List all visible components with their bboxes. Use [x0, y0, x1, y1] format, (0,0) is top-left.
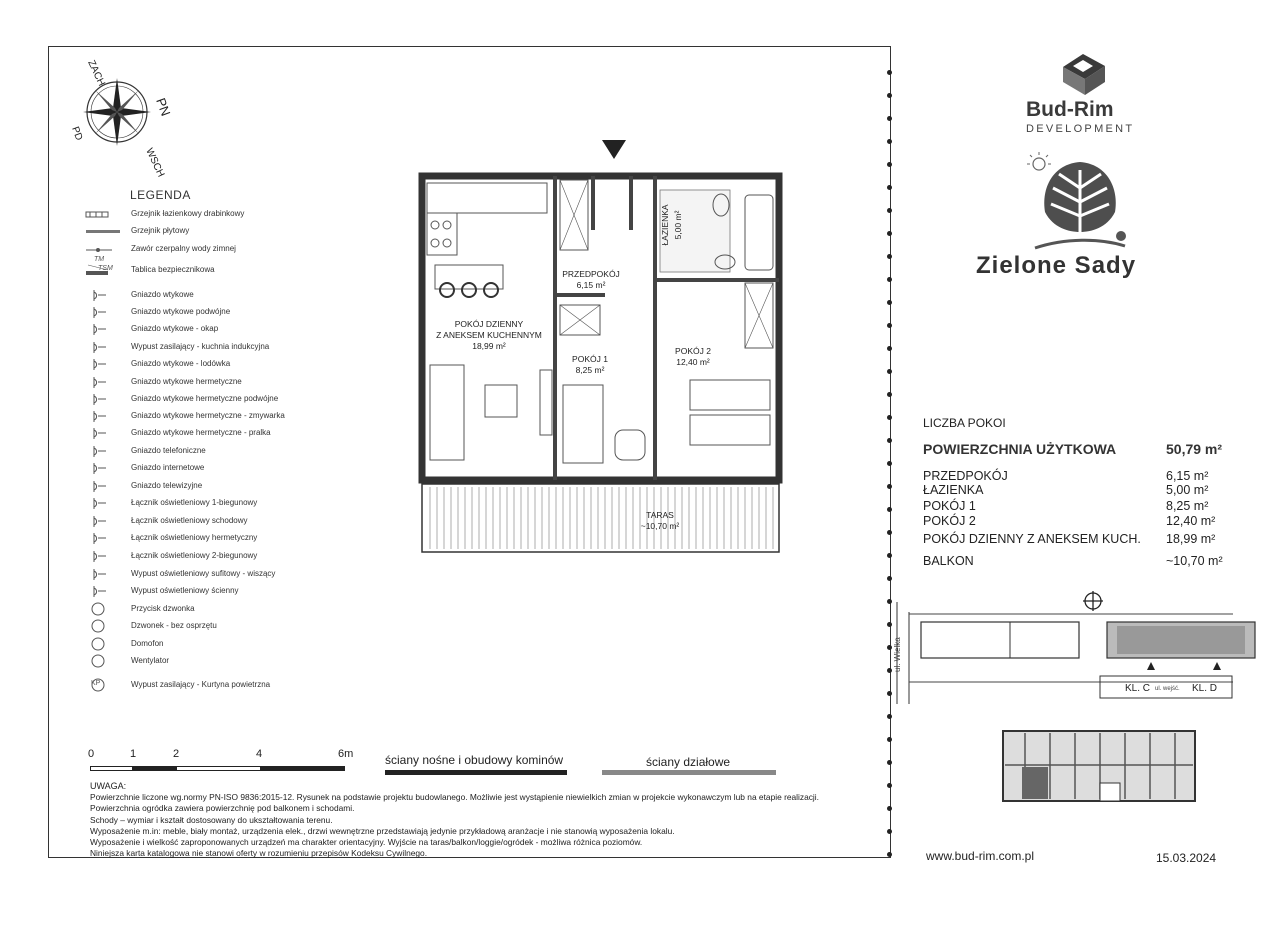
terrace: [422, 484, 779, 552]
room-area-label: ŁAZIENKA: [923, 483, 984, 497]
legend-symbol-icon: [84, 391, 124, 408]
rooms-count-label: LICZBA POKOI: [923, 416, 1006, 430]
legend-item-label: Wypust zasilający - Kurtyna powietrzna: [131, 680, 271, 689]
legend-symbol-icon: [84, 495, 124, 512]
binding-dot: [887, 668, 892, 673]
legend-item: [84, 677, 384, 694]
legend-kp-label: KP: [91, 680, 101, 687]
legend-item: [84, 495, 384, 512]
room-area-value: 12,40 m²: [1166, 514, 1216, 528]
compass-west: ZACH: [85, 58, 107, 88]
legend-item-label: Gniazdo wtykowe - lodówka: [131, 359, 231, 368]
legend-item: [84, 653, 384, 670]
wall-legend-load-bearing-line: [385, 770, 567, 775]
legend-item-label: Dzwonek - bez osprzętu: [131, 621, 217, 630]
legend-item: [84, 287, 384, 304]
binding-dot: [887, 93, 892, 98]
legend-item-label: Przycisk dzwonka: [131, 604, 195, 613]
room-area-row: [923, 514, 1223, 528]
binding-dot: [887, 208, 892, 213]
room-area-row: [923, 469, 1223, 483]
legend-item: [84, 601, 384, 618]
binding-dot: [887, 852, 892, 857]
room-area-label: POKÓJ DZIENNY Z ANEKSEM KUCH.: [923, 532, 1141, 546]
area-pokoj2: 12,40 m²: [676, 357, 710, 367]
legend-item: [84, 636, 384, 653]
legend-item: [84, 256, 384, 279]
binding-dot: [887, 691, 892, 696]
legend-item-label: Wypust zasilający - kuchnia indukcyjna: [131, 342, 270, 351]
usable-area-label: POWIERZCHNIA UŻYTKOWA: [923, 441, 1117, 457]
room-area-label: POKÓJ 2: [923, 514, 976, 528]
date: 15.03.2024: [1156, 851, 1217, 865]
bed-room2-a: [690, 380, 770, 410]
legend-item: [84, 356, 384, 373]
binding-dot: [887, 599, 892, 604]
legend-item-label: Wentylator: [131, 656, 170, 665]
legend-item: [84, 425, 384, 442]
legend-symbol-icon: [84, 548, 124, 565]
floor-plan: [405, 135, 785, 555]
legend-item-label: Gniazdo wtykowe hermetyczne - pralka: [131, 428, 271, 437]
label-lazienka: ŁAZIENKA: [660, 204, 670, 246]
area-pokoj1: 8,25 m²: [575, 365, 605, 375]
binding-dot: [887, 392, 892, 397]
legend-symbol-icon: [84, 566, 124, 583]
bed-room1: [563, 385, 603, 463]
note-line: Wyposażenie i wielkość zaproponowanych urządzeń ma charakter orientacyjny. Wyjście na taras/balkon/loggie/ogródek - możliwa różnica poziomów.: [90, 837, 643, 848]
legend-item-label: Gniazdo wtykowe hermetyczne - zmywarka: [131, 411, 285, 420]
binding-dot: [887, 484, 892, 489]
binding-dot: [887, 576, 892, 581]
legend-item-label: Grzejnik płytowy: [131, 226, 190, 235]
entrance-arrow: [602, 140, 626, 159]
scale-tick-0: 0: [88, 748, 95, 760]
legend-item-label: Domofon: [131, 639, 164, 648]
legend-item-label: Zawór czerpalny wody zimnej: [131, 244, 236, 253]
binding-dot: [887, 530, 892, 535]
legend-item: [84, 548, 384, 565]
scale-tick-2: 2: [173, 748, 180, 760]
binding-dot: [887, 806, 892, 811]
legend-symbol-icon: [84, 653, 124, 670]
legend-symbol-icon: [84, 677, 124, 694]
note-line: Wyposażenie m.in: meble, biały montaż, urządzenia elek., drzwi wewnętrzne przedstawiają jedynie przykładową aranżacje i nie stanowią wyposażenia lokalu.: [90, 825, 675, 836]
legend-symbol-icon: [84, 304, 124, 321]
area-przedpokoj: 6,15 m²: [576, 280, 606, 290]
stair-c-label: KL. C: [1125, 683, 1151, 694]
room-area-label: BALKON: [923, 554, 974, 568]
area-taras: ~10,70 m²: [640, 521, 680, 531]
label-pokoj-dzienny-1: POKÓJ DZIENNY: [454, 319, 524, 329]
notes-title: UWAGA:: [90, 781, 127, 791]
legend-item-label: Gniazdo wtykowe hermetyczne podwójne: [131, 394, 279, 403]
bathroom-floor: [660, 190, 730, 272]
binding-dot: [887, 760, 892, 765]
website: www.bud-rim.com.pl: [926, 849, 1035, 863]
binding-dot: [887, 162, 892, 167]
scale-tick-1: 1: [130, 748, 137, 760]
legend-item: [84, 618, 384, 635]
legend-symbol-icon: [84, 460, 124, 477]
bed-room2-b: [690, 415, 770, 445]
binding-dot: [887, 231, 892, 236]
binding-dot: [887, 645, 892, 650]
room-area-row: [923, 532, 1223, 546]
room-area-value: ~10,70 m²: [1166, 554, 1223, 568]
legend-symbol-icon: [84, 478, 124, 495]
cooktop: [427, 213, 457, 255]
legend-item: [84, 443, 384, 460]
compass-rose: [62, 50, 182, 180]
room-area-label: POKÓJ 1: [923, 499, 976, 513]
legend-item: [84, 460, 384, 477]
legend-symbol-icon: [84, 443, 124, 460]
area-lazienka: 5,00 m²: [673, 210, 683, 240]
room-area-value: 8,25 m²: [1166, 499, 1209, 513]
legend-symbol-icon: [84, 636, 124, 653]
note-line: Niniejsza karta katalogowa nie stanowi oferty w rozumieniu przepisów Kodeksu Cywilnego.: [90, 848, 428, 859]
binding-dot: [887, 507, 892, 512]
project-name: Zielone Sady: [976, 252, 1137, 279]
room-area-row: [923, 499, 1223, 513]
scale-bar: [88, 746, 358, 776]
note-line: Powierzchnie liczone wg.normy PN-ISO 9836:2015-12. Rysunek na podstawie projektu budowlanego. Możliwie jest wystąpienie niewielkich zmian w projekcie wykonawczym lub na etapie realizacji.: [90, 792, 819, 802]
bud-rim-logo-icon: [1055, 52, 1110, 97]
site-plan: [895, 592, 1235, 707]
legend-item-label: Łącznik oświetleniowy 2-biegunowy: [131, 551, 258, 560]
legend-item: [84, 391, 384, 408]
legend-item: [84, 241, 384, 258]
binding-dot: [887, 139, 892, 144]
legend-item: [84, 478, 384, 495]
legend-item-label: Grzejnik łazienkowy drabinkowy: [131, 209, 245, 218]
wall-legend-load-bearing: ściany nośne i obudowy kominów: [385, 753, 564, 767]
bathtub: [745, 195, 773, 270]
brand-subtitle: DEVELOPMENT: [1026, 123, 1135, 135]
binding-dot: [887, 323, 892, 328]
legend-symbol-icon: [84, 287, 124, 304]
sofa: [430, 365, 464, 460]
notes-list: [90, 792, 819, 860]
legend-symbol-icon: [84, 321, 124, 338]
wall-legend-partition-line: [602, 770, 776, 775]
binding-dot: [887, 415, 892, 420]
binding-dot: [887, 553, 892, 558]
legend-symbol-icon: [84, 374, 124, 391]
label-pokoj-dzienny-2: Z ANEKSEM KUCHENNYM: [436, 330, 542, 340]
legend-item: [84, 206, 384, 223]
room-area-value: 5,00 m²: [1166, 483, 1209, 497]
binding-dot: [887, 438, 892, 443]
legend-item-label: Gniazdo telefoniczne: [131, 446, 206, 455]
legend-symbol-icon: [84, 618, 124, 635]
binding-dot: [887, 116, 892, 121]
legend-item: [84, 321, 384, 338]
legend-symbol-icon: [84, 408, 124, 425]
binding-dot: [887, 461, 892, 466]
legend-symbol-icon: [84, 601, 124, 618]
binding-dot: [887, 300, 892, 305]
kitchen-island: [435, 265, 503, 289]
legend-item-label: Wypust oświetleniowy sufitowy - wiszący: [131, 569, 276, 578]
scale-tick-4: 4: [256, 748, 263, 760]
legend-item-label: Tablica bezpiecznikowa: [131, 265, 215, 274]
binding-dot: [887, 185, 892, 190]
legend-tm-label: TM: [94, 256, 105, 263]
brand-name: Bud-Rim: [1026, 98, 1114, 121]
kitchen-counter: [427, 183, 547, 213]
street-label: ul. Wielka: [893, 637, 902, 672]
zielone-sady-tree-icon: [1025, 150, 1140, 255]
note-line: Schody – wymiar i kształt dostosowany do ukształtowania terenu.: [90, 814, 333, 825]
label-przedpokoj: PRZEDPOKÓJ: [562, 269, 620, 279]
room-area-value: 6,15 m²: [1166, 469, 1209, 483]
legend-item-label: Gniazdo telewizyjne: [131, 481, 203, 490]
unit-highlight: [1022, 767, 1048, 799]
room-area-value: 18,99 m²: [1166, 532, 1216, 546]
legend-item-label: Łącznik oświetleniowy schodowy: [131, 516, 248, 525]
binding-dot: [887, 714, 892, 719]
legend-symbol-icon: [84, 425, 124, 442]
coffee-table: [485, 385, 517, 417]
legend-symbol-icon: [84, 583, 124, 600]
room-area-row: [923, 483, 1223, 497]
legend-item: [84, 583, 384, 600]
binding-dot: [887, 829, 892, 834]
building-key-plan: [1000, 725, 1200, 810]
legend-item: [84, 530, 384, 547]
legend-item-label: Gniazdo wtykowe podwójne: [131, 307, 231, 316]
legend-item: [84, 566, 384, 583]
legend-item: [84, 374, 384, 391]
legend-item-label: Wypust oświetleniowy ścienny: [131, 586, 239, 595]
binding-dot: [887, 783, 892, 788]
legend-item-label: Gniazdo wtykowe hermetyczne: [131, 377, 242, 386]
binding-dot: [887, 369, 892, 374]
area-pokoj-dzienny: 18,99 m²: [472, 341, 506, 351]
legend-symbol-icon: [84, 530, 124, 547]
legend-symbol-icon: [84, 223, 124, 240]
scale-tick-6m: 6m: [338, 748, 354, 760]
legend-title: LEGENDA: [130, 188, 191, 202]
compass-south: PD: [69, 125, 85, 143]
usable-area-value: 50,79 m²: [1166, 441, 1223, 457]
room-area-row: [923, 554, 1223, 568]
legend-item-label: Gniazdo internetowe: [131, 463, 205, 472]
binding-dot: [887, 70, 892, 75]
binding-dot: [887, 622, 892, 627]
legend-item-label: Gniazdo wtykowe - okap: [131, 324, 219, 333]
legend-item: [84, 513, 384, 530]
legend-item-label: Gniazdo wtykowe: [131, 290, 194, 299]
stair-d-label: KL. D: [1192, 683, 1218, 694]
compass-north: PN: [153, 95, 174, 118]
compass-east: WSCH: [143, 146, 167, 179]
legend-symbol-icon: [84, 356, 124, 373]
binding-dot: [887, 346, 892, 351]
legend-item: [84, 223, 384, 240]
legend-tsm-label: TSM: [98, 265, 113, 272]
wall-legend-partition: ściany działowe: [646, 755, 731, 769]
legend-item-label: Łącznik oświetleniowy hermetyczny: [131, 533, 258, 542]
legend-item: [84, 408, 384, 425]
room-area-label: PRZEDPOKÓJ: [923, 469, 1008, 483]
entrance-label: ul. wejść.: [1155, 686, 1180, 692]
legend-item: [84, 304, 384, 321]
legend-item: [84, 339, 384, 356]
legend-symbol-icon: [84, 513, 124, 530]
label-pokoj2: POKÓJ 2: [675, 346, 711, 356]
binding-dot: [887, 737, 892, 742]
legend-symbol-icon: [84, 339, 124, 356]
label-pokoj1: POKÓJ 1: [572, 354, 608, 364]
note-line: Powierzchnia ogródka zawiera powierzchnię pod balkonem i schodami.: [90, 803, 355, 814]
legend-item-label: Łącznik oświetleniowy 1-biegunowy: [131, 498, 258, 507]
binding-dot: [887, 254, 892, 259]
legend-symbol-icon: [84, 206, 124, 223]
label-taras: TARAS: [646, 510, 674, 520]
binding-dots: [887, 60, 895, 860]
binding-dot: [887, 277, 892, 282]
